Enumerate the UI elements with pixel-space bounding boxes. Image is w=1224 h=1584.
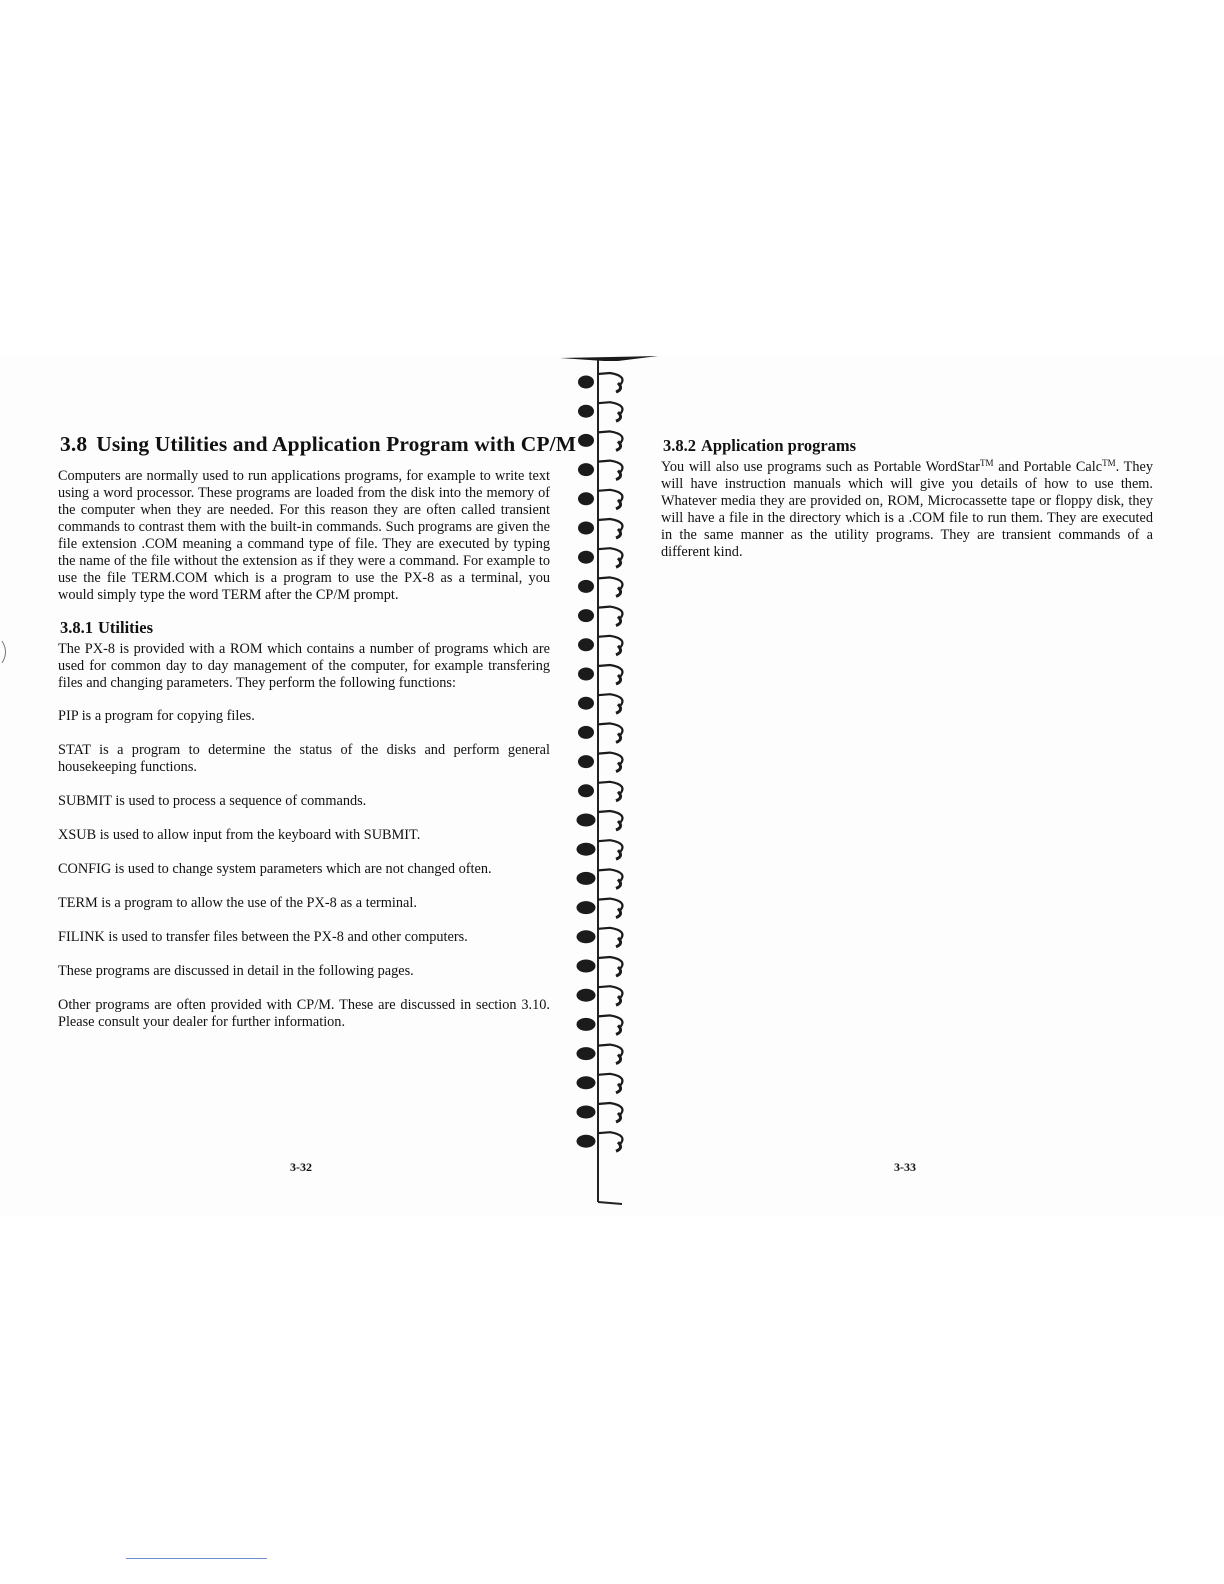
binding-ring [578,461,622,480]
right-page [661,436,1153,561]
binding-ring [578,636,622,655]
page-number-left: 3-32 [290,1160,312,1174]
utility-pip: PIP is a program for copying files. [58,708,255,724]
utility-config: CONFIG is used to change system parameters which are not changed often. [58,861,492,877]
paragraph-middle: and Portable Calc [993,459,1103,475]
trademark-calc: TM [1102,458,1116,468]
utility-stat: STAT is a program to determine the status of the disks and perform general housekeeping functions. [58,742,550,775]
binding-ring [578,753,622,772]
binding-ring [578,431,622,450]
utility-submit: SUBMIT is used to process a sequence of commands. [58,793,367,809]
spiral-binding-graphic [558,352,662,1212]
binding-ring [577,1103,623,1122]
binding-ring [577,811,623,830]
binding-ring [578,373,622,392]
utility-term: TERM is a program to allow the use of the PX-8 as a terminal. [58,895,417,911]
section-number: 3.8 [60,432,88,456]
trademark-wordstar: TM [980,458,994,468]
left-page [58,432,577,1031]
binding-ring [578,665,622,684]
binding-ring [577,928,623,947]
footnote-rule [126,1558,267,1559]
binding-ring [578,694,622,713]
intro-paragraph: Computers are normally used to run applications programs, for example to write text using a word processor. These programs are loaded from the disk into the memory of the computer when they are needed. For this reason they are often called transient commands to contrast them with the built-in commands. Such programs are given the file extension .COM meaning a command type of file. They are executed by typing the name of the file without the extension as if they were a command. For example to use the file TERM.COM which is a program to use the PX-8 as a terminal, you would simply type the word TERM after the CP/M prompt. [58,468,550,603]
page-edge-mark [0,640,10,664]
subsection-number-right: 3.8.2 [663,436,696,455]
binding-ring [577,1015,623,1034]
subsection-title-right: Application programs [701,436,857,455]
binding-ring [577,899,623,918]
binding-ring [578,577,622,596]
binding-ring [578,402,622,421]
paragraph-end: . They will have instruction manuals which will give you details of how to use them. Whatever media they are provided on, ROM, Microcassette tape or floppy disk, they will have a file in the directory which is a .COM file to run them. They are executed in the same manner as the utility programs. They are transient commands of a different kind. [661,459,1153,560]
subsection-number: 3.8.1 [60,618,93,637]
discussed-paragraph: These programs are discussed in detail in the following pages. [58,963,414,979]
paragraph-start: You will also use programs such as Portable WordStar [661,459,981,475]
binding-ring [578,723,622,742]
section-heading [60,432,577,457]
binding-ring [578,782,622,801]
binding-top-bar [560,356,658,361]
utilities-heading [60,618,550,638]
binding-ring [577,1045,623,1064]
other-programs-paragraph: Other programs are often provided with CP/M. These are discussed in section 3.10. Please consult your dealer for further information. [58,997,550,1030]
binding-ring [578,490,622,509]
binding-ring [578,548,622,567]
binding-ring [577,840,623,859]
spiral-binding [558,352,662,1212]
subsection-title: Utilities [98,618,153,637]
application-programs-heading [663,436,1153,456]
binding-ring [577,986,623,1005]
application-programs-paragraph [661,459,1153,561]
utility-xsub: XSUB is used to allow input from the keyboard with SUBMIT. [58,827,421,843]
section-title: Using Utilities and Application Program with CP/M [96,432,577,456]
binding-ring [577,1074,623,1093]
binding-ring [578,519,622,538]
binding-bottom-bar [598,1202,622,1204]
utilities-paragraph: The PX-8 is provided with a ROM which contains a number of programs which are used for common day to day management of the computer, for example transfering files and changing parameters. They perform the following functions: [58,641,550,691]
binding-ring [577,1132,623,1151]
utility-filink: FILINK is used to transfer files between the PX-8 and other computers. [58,929,468,945]
binding-ring [577,957,623,976]
binding-ring [577,869,623,888]
binding-ring [578,607,622,626]
page-number-right: 3-33 [894,1160,916,1174]
